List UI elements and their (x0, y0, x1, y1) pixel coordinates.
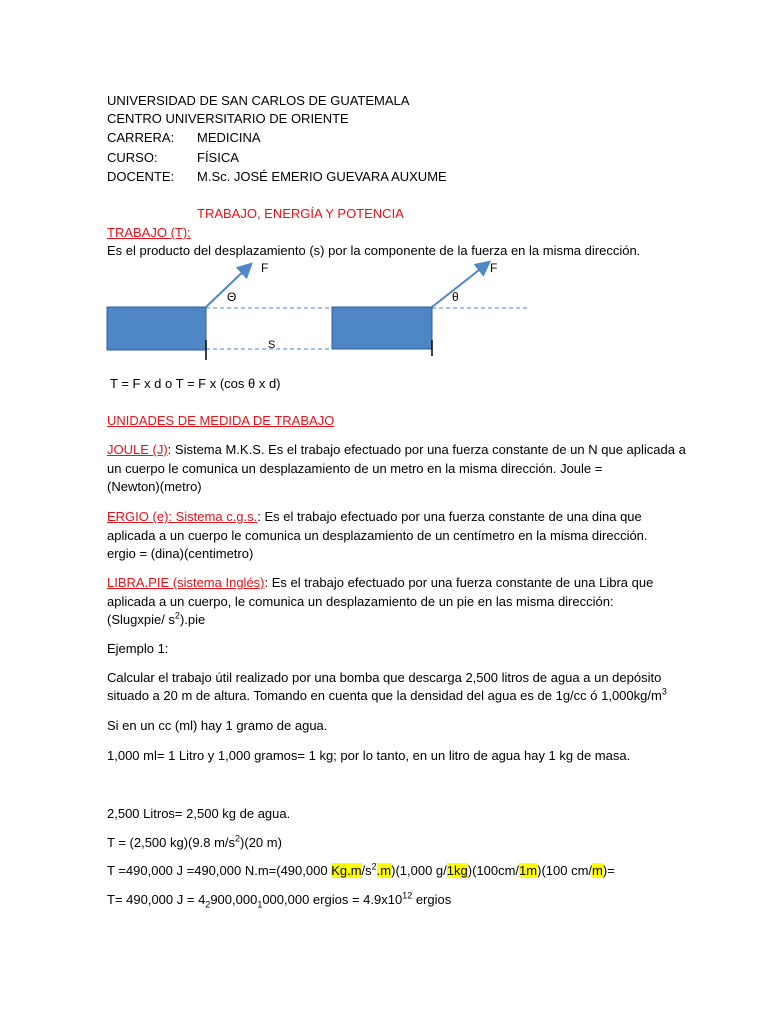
libra-heading: LIBRA.PIE (sistema Inglés) (107, 575, 265, 590)
step-3-h3: 1kg (446, 863, 468, 878)
force-label-2: F (490, 261, 498, 275)
carrera-value: MEDICINA (197, 130, 261, 145)
example-problem-2 (107, 687, 667, 704)
trabajo-definition: Es el producto del desplazamiento (s) por la componente de la fuerza en la misma dirección. (107, 243, 641, 258)
step-3-t2-exp: 2 (371, 861, 377, 872)
libra-text-2: aplicada a un cuerpo, le comunica un desplazamiento de un pie en las misma dirección: (107, 594, 614, 609)
angle-label-1: Θ (227, 290, 237, 304)
example-problem-1: Calcular el trabajo útil realizado por una bomba que descarga 2,500 litros de agua a un depósito (107, 670, 662, 685)
block-1 (107, 307, 206, 350)
example-heading: Ejemplo 1: (107, 641, 169, 656)
libra-unit-b: ).pie (179, 612, 206, 627)
step-4-c: 000,000 ergios = 4.9x10 (262, 892, 403, 907)
docente-label: DOCENTE: (107, 169, 175, 184)
joule-heading: JOULE (J) (107, 442, 168, 457)
center-name: CENTRO UNIVERSITARIO DE ORIENTE (107, 111, 349, 126)
step-2-a: T = (2,500 kg)(9.8 m/s (107, 835, 236, 850)
step-4-b: 900,000 (210, 892, 258, 907)
curso-value: FÍSICA (197, 150, 239, 165)
angle-label-2: θ (452, 290, 459, 304)
units-heading: UNIDADES DE MEDIDA DE TRABAJO (107, 413, 335, 428)
step-3-h2: .m (376, 863, 392, 878)
trabajo-heading: TRABAJO (T): (107, 225, 191, 240)
libra-unit-exp: 2 (174, 610, 180, 621)
university-name: UNIVERSIDAD DE SAN CARLOS DE GUATEMALA (107, 93, 410, 108)
libra-text-1: : Es el trabajo efectuado por una fuerza constante de una Libra que (264, 575, 654, 590)
displacement-label: S (268, 339, 276, 351)
example-note-1: Si en un cc (ml) hay 1 gramo de agua. (107, 718, 328, 733)
step-3-h4: 1m (519, 863, 538, 878)
block-2 (332, 307, 432, 349)
step-4-sub1: 2 (205, 899, 211, 910)
step-3-h5: m (592, 863, 603, 878)
libra-unit (107, 611, 205, 628)
ergio-text-3: ergio = (dina)(centimetro) (107, 546, 254, 561)
curso-label: CURSO: (107, 150, 158, 165)
step-2-exp: 2 (235, 833, 241, 844)
ergio-line-1 (107, 508, 642, 525)
example-note-2: 1,000 ml= 1 Litro y 1,000 gramos= 1 kg; por lo tanto, en un litro de agua hay 1 kg de masa. (107, 748, 631, 763)
step-4-sub2: 1 (257, 899, 263, 910)
joule-text-1: : Sistema M.K.S. Es el trabajo efectuado por una fuerza constante de un N que aplicada a (167, 442, 686, 457)
example-step-2 (107, 834, 282, 851)
force-label-1: F (261, 261, 269, 275)
step-3-t3: )(1,000 g/ (391, 863, 447, 878)
ergio-text-2: aplicada a un cuerpo le comunica un desplazamiento de un centímetro en la misma dirección. (107, 528, 648, 543)
step-3-t1: T =490,000 J =490,000 N.m=(490,000 (107, 863, 332, 878)
carrera-label: CARRERA: (107, 130, 175, 145)
step-3-t4: )(100cm/ (467, 863, 520, 878)
ergio-text-1: : Es el trabajo efectuado por una fuerza constante de una dina que (257, 509, 642, 524)
work-formula: T = F x d o T = F x (cos θ x d) (110, 376, 281, 391)
step-3-t5: )(100 cm/ (537, 863, 593, 878)
joule-line-1 (107, 441, 686, 458)
document-title: TRABAJO, ENERGÍA Y POTENCIA (197, 206, 404, 221)
step-4-a: T= 490,000 J = 4 (107, 892, 206, 907)
step-4-d: ergios (412, 892, 452, 907)
force-arrow-2 (432, 263, 488, 307)
joule-text-2: un cuerpo le comunica un desplazamiento de un metro en la misma dirección. Joule = (107, 461, 603, 476)
example-problem-2-text: situado a 20 m de altura. Tomando en cuenta que la densidad del agua es de 1g/cc ó 1,000kg/m (107, 688, 662, 703)
libra-unit-a: (Slugxpie/ s (107, 612, 175, 627)
step-4-exp: 12 (402, 890, 413, 901)
example-step-3 (107, 862, 615, 879)
step-3-t2: /s (361, 863, 372, 878)
example-problem-2-exp: 3 (661, 686, 667, 697)
step-3-t6: )= (602, 863, 615, 878)
step-2-b: )(20 m) (240, 835, 282, 850)
ergio-heading: ERGIO (e): Sistema c.g.s. (107, 509, 258, 524)
step-3-h1: Kg.m (331, 863, 362, 878)
libra-line-1 (107, 574, 653, 591)
example-step-4 (107, 891, 451, 908)
example-step-1: 2,500 Litros= 2,500 kg de agua. (107, 806, 291, 821)
joule-text-3: (Newton)(metro) (107, 479, 202, 494)
docente-value: M.Sc. JOSÉ EMERIO GUEVARA AUXUME (197, 169, 447, 184)
